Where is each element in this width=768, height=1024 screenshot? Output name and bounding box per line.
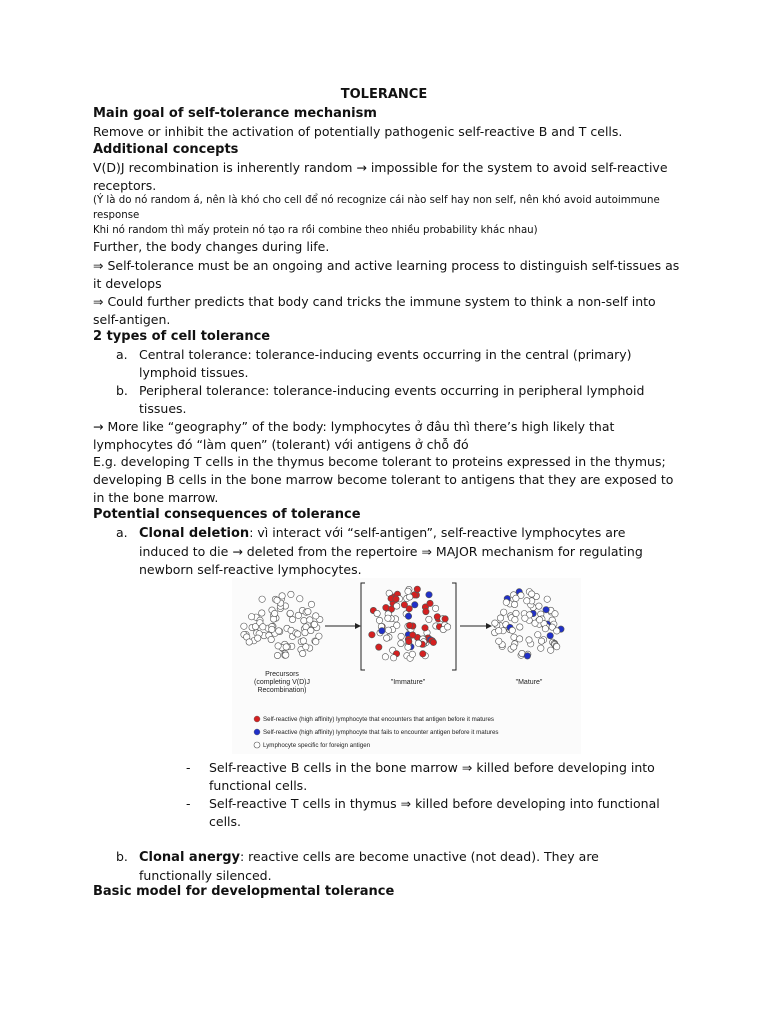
cell-dot bbox=[269, 626, 275, 632]
legend-white-dot bbox=[254, 742, 260, 748]
cell-dot bbox=[405, 588, 411, 594]
paragraph-vdj: V(D)J recombination is inherently random → impossible for the system to avoid self-reactive receptors. bbox=[93, 160, 668, 193]
paragraph-self-tolerance: ⇒ Self-tolerance must be an ongoing and active learning process to distinguish self-tissues as it develops bbox=[93, 258, 680, 291]
cell-dot bbox=[426, 616, 432, 622]
cell-dot bbox=[305, 608, 311, 614]
legend-red-text: Self-reactive (high affinity) lymphocyte that encounters that antigen before it matures bbox=[263, 716, 495, 723]
cell-dot bbox=[492, 620, 498, 626]
cell-dot bbox=[405, 644, 411, 650]
heading-consequences: Potential consequences of tolerance bbox=[93, 507, 361, 522]
cell-dot bbox=[496, 628, 502, 634]
cell-dot bbox=[384, 635, 390, 641]
cell-dot bbox=[295, 631, 301, 637]
note-vietnamese-1: (Ý là do nó random á, nên là khó cho cell để nó recognize cái nào self hay non self, nên khó avoid autoimmune response bbox=[93, 195, 660, 221]
label-mature: "Mature" bbox=[515, 679, 543, 686]
paragraph-body-changes: Further, the body changes during life. bbox=[93, 239, 330, 254]
cell-dot bbox=[308, 627, 314, 633]
cell-dot bbox=[379, 628, 385, 634]
cell-dot bbox=[259, 596, 265, 602]
cell-dot bbox=[394, 622, 400, 628]
cell-dot bbox=[496, 638, 502, 644]
cell-dot bbox=[501, 609, 507, 615]
cell-dot bbox=[426, 592, 432, 598]
cell-dot bbox=[376, 644, 382, 650]
cell-dot bbox=[509, 627, 515, 633]
cell-dot bbox=[554, 628, 560, 634]
cell-dot bbox=[300, 638, 306, 644]
clonal-anergy-text: : reactive cells are become unactive (not dead). They are functionally silenced. bbox=[139, 849, 599, 883]
cell-dot bbox=[283, 652, 289, 658]
cell-dot bbox=[552, 611, 558, 617]
cell-dot bbox=[303, 644, 309, 650]
cell-dot bbox=[405, 613, 411, 619]
cell-dot bbox=[432, 605, 438, 611]
heading-additional-concepts: Additional concepts bbox=[93, 142, 239, 157]
cell-dot bbox=[276, 628, 282, 634]
cell-dot bbox=[423, 608, 429, 614]
cell-dot bbox=[536, 603, 542, 609]
paragraph-main-goal: Remove or inhibit the activation of potentially pathogenic self-reactive B and T cells. bbox=[93, 124, 623, 139]
cell-dot bbox=[529, 591, 535, 597]
cell-dot bbox=[369, 632, 375, 638]
cell-dot bbox=[274, 652, 280, 658]
cell-dot bbox=[535, 632, 541, 638]
cell-dot bbox=[542, 626, 548, 632]
label-precursors-2: (completing V(D)J bbox=[253, 679, 311, 686]
label-immature: "Immature" bbox=[390, 679, 426, 686]
cell-dot bbox=[274, 597, 280, 603]
cell-dot bbox=[548, 647, 554, 653]
cell-dot bbox=[272, 610, 278, 616]
label-precursors: Precursors bbox=[265, 671, 299, 678]
cell-dot bbox=[307, 617, 313, 623]
cell-dot bbox=[385, 627, 391, 633]
cell-dot bbox=[503, 599, 509, 605]
list-marker: a. bbox=[116, 347, 128, 362]
cell-dot bbox=[409, 651, 415, 657]
cell-dot bbox=[301, 617, 307, 623]
cell-dot bbox=[497, 615, 503, 621]
cell-dot bbox=[543, 607, 549, 613]
cell-dot bbox=[414, 586, 420, 592]
cell-dot bbox=[512, 617, 518, 623]
cell-dot bbox=[289, 616, 295, 622]
cell-dot bbox=[422, 625, 428, 631]
cell-dot bbox=[283, 644, 289, 650]
cell-dot bbox=[442, 616, 448, 622]
cell-dot bbox=[390, 655, 396, 661]
cell-dot bbox=[376, 617, 382, 623]
cell-dot bbox=[393, 596, 399, 602]
cell-dot bbox=[313, 639, 319, 645]
cell-dot bbox=[522, 615, 528, 621]
term-clonal-anergy: Clonal anergy bbox=[139, 850, 240, 865]
cell-dot bbox=[536, 617, 542, 623]
cell-dot bbox=[248, 614, 254, 620]
cell-dot bbox=[255, 635, 261, 641]
paragraph-tricks: ⇒ Could further predicts that body cand tricks the immune system to think a non-self into self-antigen. bbox=[93, 294, 656, 327]
cell-dot bbox=[430, 639, 436, 645]
list-marker: b. bbox=[116, 383, 128, 398]
cell-dot bbox=[554, 644, 560, 650]
cell-dot bbox=[300, 650, 306, 656]
cell-dot bbox=[524, 653, 530, 659]
cell-dot bbox=[412, 602, 418, 608]
cell-dot bbox=[268, 636, 274, 642]
note-vietnamese-2: Khi nó random thì mấy protein nó tạo ra rồi combine theo nhiều probability khác nhau) bbox=[93, 225, 538, 236]
cell-dot bbox=[295, 612, 301, 618]
bullet-marker: - bbox=[186, 796, 191, 811]
cell-dot bbox=[538, 645, 544, 651]
list-item-central: Central tolerance: tolerance-inducing events occurring in the central (primary) lymphoid tissues. bbox=[139, 347, 632, 380]
clonal-deletion-figure bbox=[232, 578, 581, 754]
cell-dot bbox=[241, 623, 247, 629]
cell-dot bbox=[524, 598, 530, 604]
list-item-clonal-anergy bbox=[139, 848, 674, 885]
legend-blue-dot bbox=[254, 729, 260, 735]
clonal-deletion-text: : vì interact với “self-antigen”, self-reactive lymphocytes are induced to die → deleted from the repertoire ⇒ MAJOR mechanism for regulating newborn self-reactive lymphocytes. bbox=[139, 525, 643, 577]
bullet-t-cells: Self-reactive T cells in thymus ⇒ killed before developing into functional cells. bbox=[209, 796, 660, 829]
cell-dot bbox=[526, 637, 532, 643]
cell-dot bbox=[538, 638, 544, 644]
legend-blue-text: Self-reactive (high affinity) lymphocyte that fails to encounter antigen before it matures bbox=[263, 729, 499, 736]
cell-dot bbox=[246, 639, 252, 645]
legend-red-dot bbox=[254, 716, 260, 722]
list-marker: a. bbox=[116, 525, 128, 540]
cell-dot bbox=[398, 640, 404, 646]
term-clonal-deletion: Clonal deletion bbox=[139, 526, 250, 541]
cell-dot bbox=[279, 593, 285, 599]
bullet-b-cells: Self-reactive B cells in the bone marrow ⇒ killed before developing into functional cells. bbox=[209, 760, 655, 793]
cell-dot bbox=[406, 606, 412, 612]
cell-dot bbox=[420, 651, 426, 657]
legend-white-text: Lymphocyte specific for foreign antigen bbox=[263, 742, 371, 749]
cell-dot bbox=[406, 638, 412, 644]
cell-dot bbox=[394, 603, 400, 609]
cell-dot bbox=[288, 591, 294, 597]
cell-dot bbox=[513, 595, 519, 601]
cell-dot bbox=[374, 610, 380, 616]
heading-basic-model: Basic model for developmental tolerance bbox=[93, 884, 395, 899]
cell-dot bbox=[415, 640, 421, 646]
cell-dot bbox=[287, 610, 293, 616]
label-precursors-3: Recombination) bbox=[257, 687, 307, 694]
cell-dot bbox=[260, 624, 266, 630]
heading-cell-tolerance: 2 types of cell tolerance bbox=[93, 329, 271, 344]
list-item-clonal-deletion bbox=[139, 524, 674, 579]
cell-dot bbox=[511, 601, 517, 607]
cell-dot bbox=[313, 613, 319, 619]
list-marker: b. bbox=[116, 849, 128, 864]
paragraph-geography: → More like “geography” of the body: lymphocytes ở đâu thì there’s high likely that lymphocytes đó “làm quen” (tolerant) với antigens ở chỗ đó bbox=[93, 419, 615, 452]
paragraph-example: E.g. developing T cells in the thymus become tolerant to proteins expressed in the thymus; developing B cells in the bone marrow become tolerant to antigens that they are exposed to in the bone marrow. bbox=[93, 454, 674, 505]
list-item-peripheral: Peripheral tolerance: tolerance-inducing events occurring in peripheral lymphoid tissues. bbox=[139, 383, 645, 416]
bullet-marker: - bbox=[186, 760, 191, 775]
cell-dot bbox=[427, 600, 433, 606]
cell-dot bbox=[444, 624, 450, 630]
cell-dot bbox=[544, 596, 550, 602]
cell-dot bbox=[308, 601, 314, 607]
cell-dot bbox=[259, 610, 265, 616]
cell-dot bbox=[275, 643, 281, 649]
cell-dot bbox=[385, 615, 391, 621]
cell-dot bbox=[297, 596, 303, 602]
cell-dot bbox=[511, 644, 517, 650]
cell-dot bbox=[547, 633, 553, 639]
cell-dot bbox=[517, 624, 523, 630]
cell-dot bbox=[382, 654, 388, 660]
cell-dot bbox=[398, 633, 404, 639]
cell-dot bbox=[513, 610, 519, 616]
cell-dot bbox=[302, 629, 308, 635]
page-title: TOLERANCE bbox=[340, 87, 428, 102]
cell-dot bbox=[406, 594, 412, 600]
cell-dot bbox=[406, 622, 412, 628]
cell-dot bbox=[410, 632, 416, 638]
heading-main-goal: Main goal of self-tolerance mechanism bbox=[93, 106, 377, 121]
cell-dot bbox=[516, 636, 522, 642]
